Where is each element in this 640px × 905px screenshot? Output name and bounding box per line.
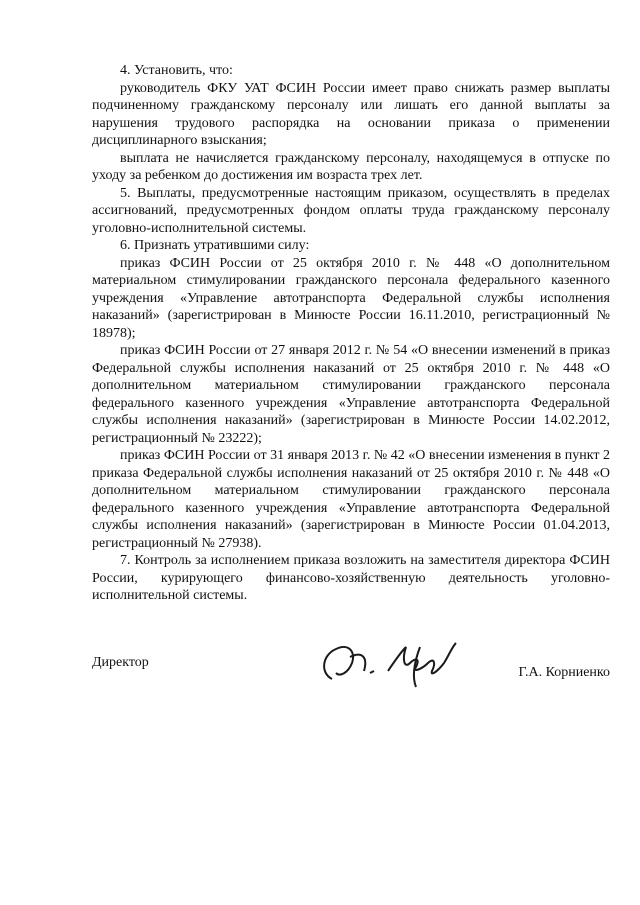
clause-4-heading: 4. Установить, что: [120,63,233,78]
clause-6-item-1: приказ ФСИН России от 25 октября 2010 г. № 448 «О дополнительном материальном стимулировании гражданского персонала федерального казенного учреждения «Управление автотранспорта Федеральной службы исполнения наказаний» (зарегистрирован в Минюсте России 16.11.2010, регистрационный № 18978); [92,255,610,341]
clause-6-heading: 6. Признать утратившими силу: [120,238,310,253]
clause-5: 5. Выплаты, предусмотренные настоящим приказом, осуществлять в пределах ассигнований, предусмотренных фондом оплаты труда гражданскому персоналу уголовно-исполнительной системы. [92,185,610,236]
signatory-title: Директор [92,655,149,670]
clause-7: 7. Контроль за исполнением приказа возложить на заместителя директора ФСИН России, курирующего финансово-хозяйственную деятельность уголовно-исполнительной системы. [92,553,610,603]
clause-6-item-2: приказ ФСИН России от 27 января 2012 г. № 54 «О внесении изменений в приказ Федеральной службы исполнения наказаний от 25 октября 2010 г. № 448 «О дополнительном материальном стимулировании гражданского персонала федерального казенного учреждения «Управление автотранспорта Федеральной службы исполнения наказаний» (зарегистрирован в Минюсте России 14.02.2012, регистрационный № 23222); [92,343,610,446]
document-body [92,62,610,605]
clause-6-item-3: приказ ФСИН России от 31 января 2013 г. № 42 «О внесении изменения в пункт 2 приказа Федеральной службы исполнения наказаний от 25 октября 2010 г. № 448 «О дополнительном материальном стимулировании гражданского персонала федерального казенного учреждения «Управление автотранспорта Федеральной службы исполнения наказаний» (зарегистрирован в Минюсте России 01.04.2013, регистрационный № 27938). [92,448,610,551]
clause-4-item-2: выплата не начисляется гражданскому персоналу, находящемуся в отпуске по уходу за ребенком до достижения им возраста трех лет. [92,150,610,183]
signature-block [92,655,610,695]
clause-4-item-1: руководитель ФКУ УАТ ФСИН России имеет право снижать размер выплаты подчиненному гражданскому персоналу или лишать его данной выплаты за нарушения трудового распорядка на основании приказа о применении дисциплинарного взыскания; [92,80,610,148]
handwritten-signature [310,633,470,693]
signatory-name: Г.А. Корниенко [518,665,610,680]
